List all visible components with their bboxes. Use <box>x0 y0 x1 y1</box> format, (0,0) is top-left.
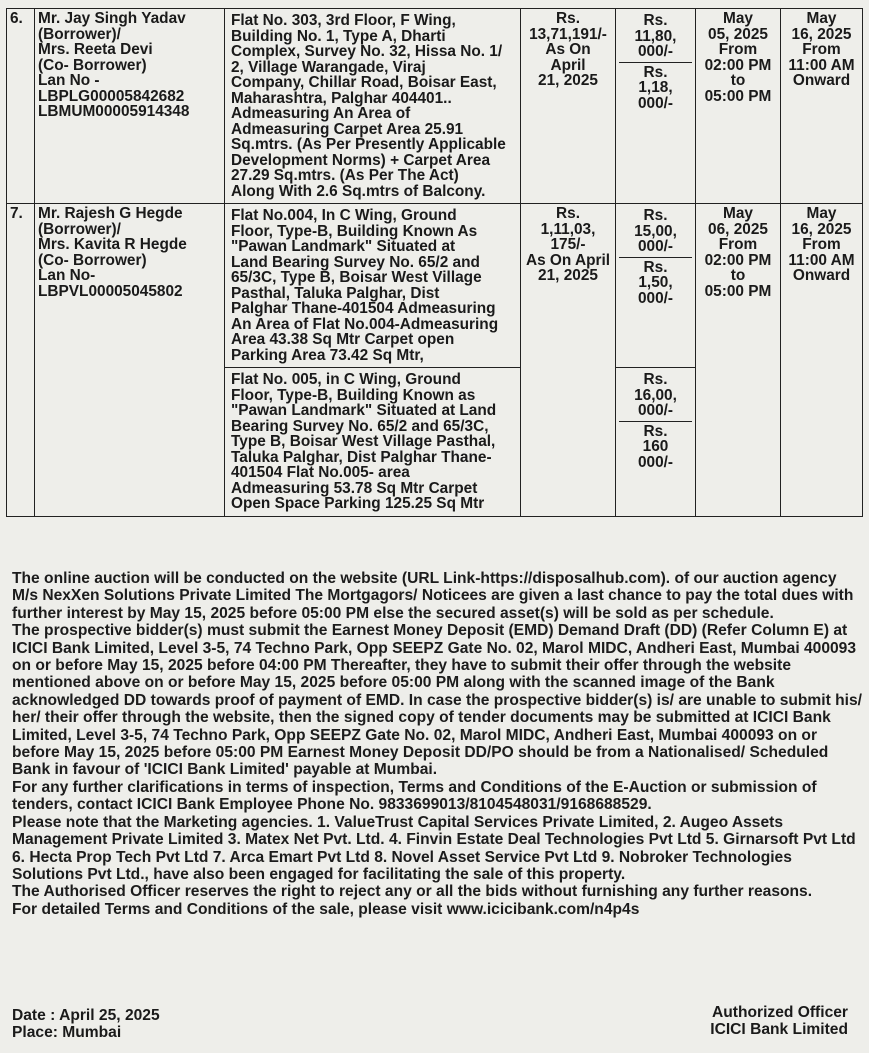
row-number <box>7 204 35 517</box>
borrower-line: Mrs. Kavita R Hegde <box>38 236 187 253</box>
reserve-line: 16,00, <box>634 386 677 404</box>
emd-line: 000/- <box>637 453 674 471</box>
property-description <box>228 370 517 514</box>
property-line: Company, Chillar Road, Boisar East, <box>231 74 497 91</box>
property-description <box>228 11 517 201</box>
property-line: Palghar Thane-401504 Admeasuring <box>231 300 496 317</box>
property-line: Bearing Survey No. 65/2 and 65/3C, <box>231 417 489 435</box>
dues-line: 1,11,03, <box>540 220 596 238</box>
reserve-emd-cell <box>616 9 696 204</box>
auction-line: Onward <box>792 72 851 89</box>
inspection-line: to <box>730 267 746 284</box>
inspection-line: May <box>723 10 753 27</box>
reserve-line: 000/- <box>637 43 674 60</box>
property-cell <box>225 9 521 204</box>
emd-line: 000/- <box>637 289 674 307</box>
table-row <box>7 9 863 204</box>
property-line: Land Bearing Survey No. 65/2 and <box>231 253 480 271</box>
inspection-line: 02:00 PM <box>704 251 772 269</box>
borrower-line: LBPLG00005842682 <box>38 87 185 105</box>
inspection-cell <box>696 9 781 204</box>
notice-date: Date : April 25, 2025 <box>12 1007 160 1024</box>
auction-cell <box>781 204 863 517</box>
dues-line: April <box>550 56 586 74</box>
property-cell <box>225 204 521 368</box>
property-line: Floor, Type-B, Building Known as <box>231 386 476 404</box>
property-line: Admeasuring An Area of <box>231 105 411 122</box>
emd-line: 1,18, <box>638 79 673 96</box>
reserve-line: 11,80, <box>634 27 677 45</box>
reserve-line: Rs. <box>643 371 668 388</box>
note-marketing-agencies: Please note that the Marketing agencies. 1. ValueTrust Capital Services Private Limited, 2. Augeo Assets Management Private Limited 3. Matex Net Pvt. Ltd. 4. Finvin Estate Deal Technologies Pvt Ltd 5. Girnarsoft Pvt Ltd 6. Hecta Prop Tech Pvt Ltd 7. Arca Emart Pvt Ltd 8. Novel Asset Service Pvt Ltd 9. Nobroker Technologies Solutions Pvt Ltd., have also been engaged for facilitating the sale of this property. <box>12 813 856 883</box>
inspection-line: to <box>730 72 746 89</box>
property-line: 27.29 Sq.mtrs. (As Per The Act) <box>231 167 459 184</box>
emd-line: 1,50, <box>638 274 673 291</box>
note-emd-submission: The prospective bidder(s) must submit the Earnest Money Deposit (EMD) Demand Draft (DD) (Refer Column E) at ICICI Bank Limited, Level 3-5, 74 Techno Park, Opp SEEPZ Gate No. 02, Marol MIDC, Andheri East, Mumbai 400093 on or before May 15, 2025 before 04:00 PM Thereafter, they have to submit their offer through the website mentioned above on or before May 15, 2025 before 05:00 PM along with the scanned image of the Bank acknowledged DD towards proof of payment of EMD. In case the prospective bidder(s) is/ are unable to submit his/ her/ their offer through the website, then the signed copy of tender documents may be submitted at ICICI Bank Limited, Level 3-5, 74 Techno Park, Opp SEEPZ Gate No. 02, Marol MIDC, Andheri East, Mumbai 400093 on or before May 15, 2025 before 05:00 PM Earnest Money Deposit DD/PO should be from a Nationalised/ Scheduled Bank in favour of 'ICICI Bank Limited' payable at Mumbai. <box>12 622 863 779</box>
property-line: Pasthal, Taluka Palghar, Dist <box>231 284 440 302</box>
property-line: Area 43.38 Sq Mtr Carpet open <box>231 331 455 348</box>
auction-line: 11:00 AM <box>788 251 855 269</box>
property-line: Maharashtra, Palghar 404401.. <box>231 89 452 107</box>
property-line: Floor, Type-B, Building Known As <box>231 222 478 240</box>
borrower-cell <box>35 9 225 204</box>
reserve-line: 000/- <box>637 402 674 419</box>
property-line: An Area of Flat No.004-Admeasuring <box>231 315 499 333</box>
property-line: Along With 2.6 Sq.mtrs of Balcony. <box>231 182 486 200</box>
borrower-line: (Borrower)/ <box>38 25 121 43</box>
property-cell <box>225 368 521 517</box>
dues-line: As On <box>545 41 591 58</box>
row-number <box>7 9 35 204</box>
borrower-cell <box>35 204 225 517</box>
auction-line: Onward <box>792 267 851 284</box>
auction-line: May <box>806 10 837 27</box>
auction-line: From <box>802 41 841 58</box>
reserve-line: 15,00, <box>634 222 677 240</box>
officer-title: Authorized Officer <box>711 1004 848 1021</box>
inspection-line: 05:00 PM <box>704 282 772 300</box>
auction-line: From <box>802 236 841 253</box>
borrower-line: (Co- Borrower) <box>38 56 147 74</box>
borrower-line: (Co- Borrower) <box>38 251 147 269</box>
property-line: Admeasuring Carpet Area 25.91 <box>231 120 464 138</box>
emd-line: 160 <box>642 438 669 455</box>
property-line: Type B, Boisar West Village Pasthal, <box>231 433 496 450</box>
emd-amount <box>619 62 692 114</box>
property-line: "Pawan Landmark" Situated at Land <box>231 402 497 419</box>
property-line: 65/3C, Type B, Boisar West Village <box>231 269 482 286</box>
property-description <box>228 206 517 365</box>
auction-line: 16, 2025 <box>791 25 852 43</box>
row-number-text: 7. <box>10 205 23 222</box>
reserve-price <box>619 206 692 257</box>
property-line: 2, Village Warangade, Viraj <box>231 58 426 76</box>
bank-name: ICICI Bank Limited <box>710 1021 848 1038</box>
borrower-line: LBPVL00005045802 <box>38 282 183 300</box>
reserve-line: 000/- <box>637 238 674 255</box>
property-line: Flat No. 303, 3rd Floor, F Wing, <box>231 12 456 29</box>
table-row <box>7 204 863 368</box>
auction-cell <box>781 9 863 204</box>
inspection-line: From <box>718 236 758 253</box>
borrower-line: Lan No- <box>38 267 96 284</box>
signatory <box>710 1004 848 1038</box>
date-place <box>12 1007 160 1041</box>
auction-line: 11:00 AM <box>788 56 855 74</box>
inspection-line: 06, 2025 <box>708 220 768 238</box>
property-line: Sq.mtrs. (As Per Presently Applicable <box>231 136 506 153</box>
property-line: Parking Area 73.42 Sq Mtr, <box>231 346 424 364</box>
dues-line: 21, 2025 <box>538 72 598 89</box>
borrower-line: (Borrower)/ <box>38 220 121 238</box>
reserve-line: Rs. <box>643 12 668 29</box>
emd-line: Rs. <box>643 422 668 440</box>
row-number-text: 6. <box>10 10 23 27</box>
emd-line: Rs. <box>643 63 668 81</box>
inspection-line: 02:00 PM <box>704 56 772 74</box>
auction-line: 16, 2025 <box>791 220 852 238</box>
auction-terms <box>12 570 862 918</box>
dues-line: Rs. <box>556 205 580 222</box>
dues-cell <box>521 204 616 517</box>
note-online-auction: The online auction will be conducted on the website (URL Link-https://disposalhub.com). of our auction agency M/s NexXen Solutions Private Limited The Mortgagors/ Noticees are given a last chance to pay the total dues with further interest by May 15, 2025 before 05:00 PM else the secured asset(s) will be sold as per schedule. <box>12 570 854 622</box>
borrower-line: LBMUM00005914348 <box>38 103 190 120</box>
reserve-emd-cell <box>616 368 696 517</box>
dues-line: Rs. <box>556 10 580 27</box>
dues-line: 13,71,191/- <box>529 25 607 43</box>
inspection-line: May <box>723 205 753 222</box>
emd-amount <box>619 257 692 309</box>
notice-place: Place: Mumbai <box>12 1024 122 1041</box>
reserve-price <box>619 370 692 421</box>
auction-line: May <box>806 205 837 222</box>
inspection-line: From <box>718 41 758 58</box>
property-line: Flat No. 005, in C Wing, Ground <box>231 371 461 388</box>
borrower-line: Mrs. Reeta Devi <box>38 41 153 58</box>
dues-line: 175/- <box>550 236 586 253</box>
inspection-line: 05:00 PM <box>704 87 772 105</box>
property-line: Development Norms) + Carpet Area <box>231 151 491 169</box>
dues-line: As On April <box>525 251 611 269</box>
borrower-line: Lan No - <box>38 72 100 89</box>
property-line: "Pawan Landmark" Situated at <box>231 238 456 255</box>
borrower-line: Mr. Rajesh G Hegde <box>38 205 183 222</box>
emd-amount <box>619 421 692 473</box>
emd-line: 000/- <box>637 94 674 112</box>
note-rights-reserved: The Authorised Officer reserves the right to reject any or all the bids without furnishing any further reasons. <box>12 883 813 901</box>
dues-cell <box>521 9 616 204</box>
emd-line: Rs. <box>643 258 668 276</box>
property-line: Open Space Parking 125.25 Sq Mtr <box>231 495 485 512</box>
borrower-line: Mr. Jay Singh Yadav <box>38 10 186 27</box>
property-line: Complex, Survey No. 32, Hissa No. 1/ <box>231 43 503 60</box>
note-terms-link: For detailed Terms and Conditions of the sale, please visit www.icicibank.com/n4p4s <box>12 900 640 918</box>
property-line: Building No. 1, Type A, Dharti <box>231 27 446 45</box>
property-line: 401504 Flat No.005- area <box>231 464 410 481</box>
reserve-emd-cell <box>616 204 696 368</box>
property-line: Taluka Palghar, Dist Palghar Thane- <box>231 448 492 466</box>
inspection-line: 05, 2025 <box>708 25 768 43</box>
dues-line: 21, 2025 <box>538 267 598 284</box>
inspection-cell <box>696 204 781 517</box>
note-contact: For any further clarifications in terms of inspection, Terms and Conditions of the E-Auction or submission of tenders, contact ICICI Bank Employee Phone No. 9833699013/8104548031/9168688529. <box>12 778 817 814</box>
property-line: Flat No.004, In C Wing, Ground <box>231 207 457 224</box>
property-line: Admeasuring 53.78 Sq Mtr Carpet <box>231 479 478 497</box>
auction-table <box>6 8 863 517</box>
reserve-line: Rs. <box>643 207 668 224</box>
reserve-price <box>619 11 692 62</box>
